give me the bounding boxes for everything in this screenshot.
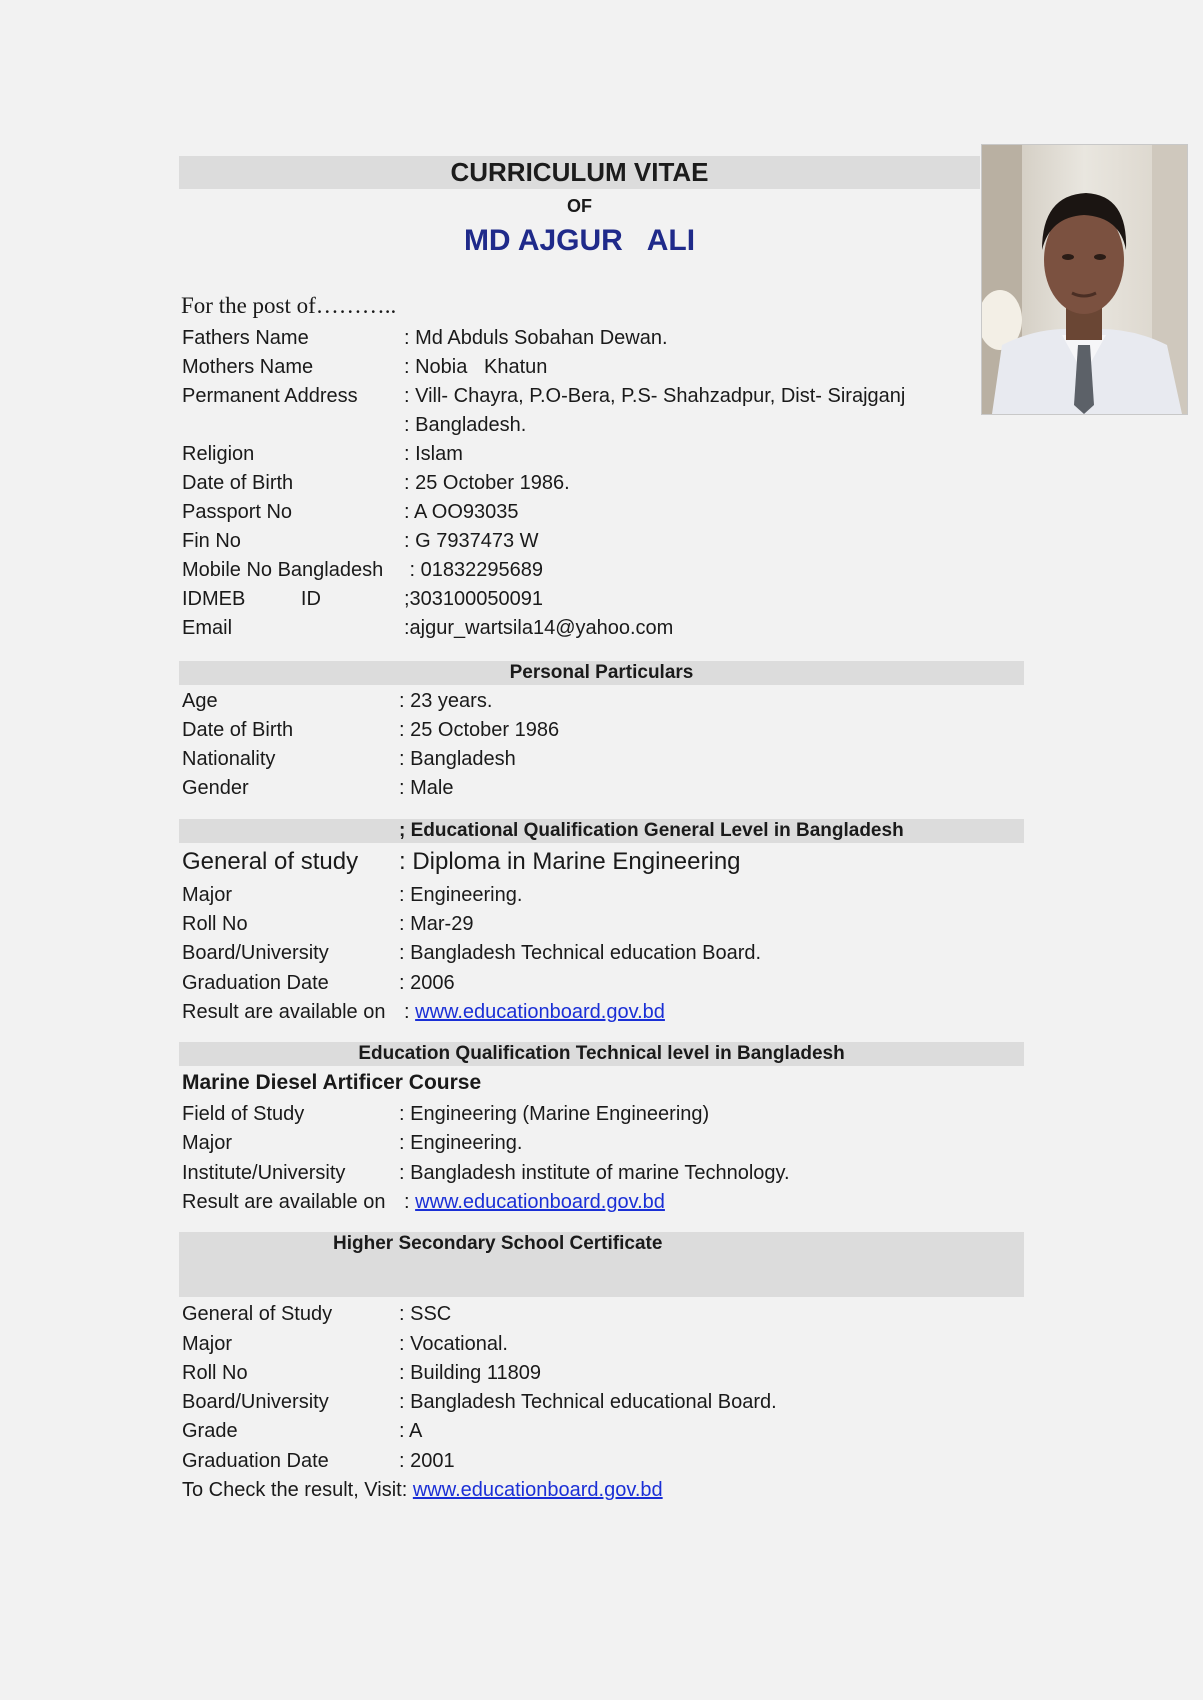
cv-name: MD AJGUR ALI	[463, 224, 696, 257]
row-value: : A	[399, 1420, 423, 1442]
row-label: Passport No	[182, 501, 293, 523]
row-label: Result are available on	[182, 1191, 386, 1213]
row-label: Grade	[182, 1420, 238, 1442]
row-value: : Nobia Khatun	[404, 356, 548, 378]
row-value: : Engineering.	[399, 1132, 523, 1154]
post-of: For the post of………..	[181, 293, 397, 318]
edu-technical-course: Marine Diesel Artificer Course	[182, 1071, 482, 1094]
row-value: : Bangladesh Technical education Board.	[399, 942, 762, 964]
row-value: : Vill- Chayra, P.O-Bera, P.S- Shahzadpur, Dist- Sirajganj	[404, 385, 906, 407]
row-label: General of Study	[182, 1303, 333, 1325]
row-value	[404, 1001, 665, 1024]
cv-of: OF	[567, 196, 592, 216]
row-value: : 2006	[399, 972, 455, 994]
hsc-heading: Higher Secondary School Certificate	[333, 1233, 663, 1254]
row-value: : G 7937473 W	[404, 530, 539, 552]
row-value: ;303100050091	[404, 588, 544, 610]
row-value: : 23 years.	[399, 690, 493, 712]
row-label: Age	[182, 690, 218, 712]
row-value: : Mar-29	[399, 913, 474, 935]
row-label: Result are available on	[182, 1001, 386, 1023]
row-label: Graduation Date	[182, 972, 329, 994]
result-link[interactable]: www.educationboard.gov.bd	[415, 1001, 665, 1023]
row-value: : Bangladesh.	[404, 414, 527, 436]
row-value: :ajgur_wartsila14@yahoo.com	[404, 617, 674, 639]
row-value: : A OO93035	[404, 501, 519, 523]
row-label: Board/University	[182, 1391, 329, 1413]
row-label: IDMEB ID	[182, 588, 321, 610]
row-value: : Engineering (Marine Engineering)	[399, 1103, 710, 1125]
row-label: General of study	[182, 848, 359, 875]
row-value: : 2001	[399, 1450, 455, 1472]
row-label: Date of Birth	[182, 472, 294, 494]
row-label: Roll No	[182, 1362, 248, 1384]
personal-heading: Personal Particulars	[509, 662, 694, 683]
row-value: : Male	[399, 777, 454, 799]
cv-title: CURRICULUM VITAE	[450, 157, 709, 187]
row-label: Board/University	[182, 942, 329, 964]
result-prefix: :	[404, 1001, 416, 1023]
row-label: Date of Birth	[182, 719, 294, 741]
check-text: To Check the result, Visit:	[182, 1479, 413, 1501]
row-label: Major	[182, 1333, 233, 1355]
check-link[interactable]: www.educationboard.gov.bd	[412, 1479, 663, 1501]
row-label: Gender	[182, 777, 249, 799]
hsc-check-row	[182, 1479, 663, 1502]
row-label: Fathers Name	[182, 327, 309, 349]
row-value: : Vocational.	[399, 1333, 508, 1355]
row-label: Fin No	[182, 530, 241, 552]
row-label: Roll No	[182, 913, 248, 935]
row-value: : Diploma in Marine Engineering	[399, 848, 741, 875]
row-label: Permanent Address	[182, 385, 358, 407]
row-label: Religion	[182, 443, 255, 465]
row-label: Major	[182, 884, 233, 906]
row-value: : 01832295689	[404, 559, 544, 581]
row-label: Email	[182, 617, 233, 639]
portrait-icon	[982, 145, 1187, 414]
row-value: : SSC	[399, 1303, 452, 1325]
row-value: : 25 October 1986.	[404, 472, 570, 494]
row-label: Graduation Date	[182, 1450, 329, 1472]
row-value: : Bangladesh Technical educational Board.	[399, 1391, 777, 1413]
row-label: Mothers Name	[182, 356, 314, 378]
result-link[interactable]: www.educationboard.gov.bd	[415, 1191, 665, 1213]
row-value: : Bangladesh institute of marine Technology.	[399, 1162, 790, 1184]
row-value: : Building 11809	[399, 1362, 541, 1384]
row-label: Institute/University	[182, 1162, 346, 1184]
row-value: : Engineering.	[399, 884, 523, 906]
edu-general-heading: ; Educational Qualification General Level in Bangladesh	[399, 820, 904, 841]
row-value: : Bangladesh	[399, 748, 516, 770]
row-value: : Md Abduls Sobahan Dewan.	[404, 327, 668, 349]
row-label: Major	[182, 1132, 233, 1154]
portrait-photo	[981, 144, 1188, 415]
row-label: Nationality	[182, 748, 276, 770]
row-value	[404, 1191, 665, 1214]
edu-technical-heading: Education Qualification Technical level in Bangladesh	[358, 1043, 845, 1064]
row-label: Mobile No Bangladesh	[182, 559, 384, 581]
row-value: : Islam	[404, 443, 463, 465]
row-label: Field of Study	[182, 1103, 305, 1125]
row-value: : 25 October 1986	[399, 719, 560, 741]
result-prefix: :	[404, 1191, 416, 1213]
